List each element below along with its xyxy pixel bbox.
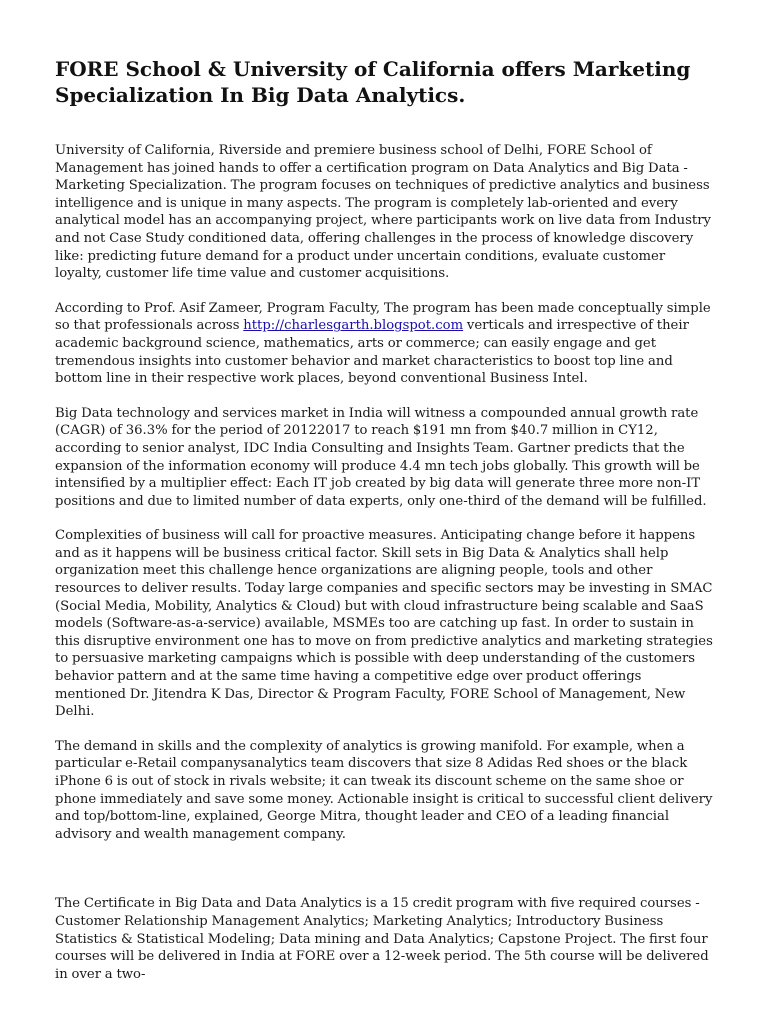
blog-link[interactable]: http://charlesgarth.blogspot.com xyxy=(243,318,464,334)
paragraph-certificate: The Certificate in Big Data and Data Analytics is a 15 credit program with five required courses - Customer Relationship Management Analytics; Marketing Analytics; Introductory Business Statistics & Statistical Modeling; Data mining and Data Analytics; Capstone Project. The first four courses will be delivered in India at FORE over a 12-week period. The 5th course will be delivered in over a two- xyxy=(55,896,709,982)
paragraph-analytics-demand: The demand in skills and the complexity of analytics is growing manifold. For example, when a particular e-Retail companysanalytics team discovers that size 8 Adidas Red shoes or the black iPhone 6 is out of stock in rivals website; it can tweak its discount scheme on the same shoe or phone immediately and save some money. Actionable insight is critical to successful client delivery and top/bottom-line, explained, George Mitra, thought leader and CEO of a leading financial advisory and wealth management company. xyxy=(55,738,713,842)
paragraph-program-faculty xyxy=(55,300,715,388)
article-title: FORE School & University of California offers Marketing Specialization In Big Data Analytics. xyxy=(55,57,691,107)
paragraph-intro: University of California, Riverside and premiere business school of Delhi, FORE School of Management has joined hands to offer a certification program on Data Analytics and Big Data - Marketing Specialization. The program focuses on techniques of predictive analytics and business intelligence and is unique in many aspects. The program is completely lab-oriented and every analytical model has an accompanying project, where participants work on live data from Industry and not Case Study conditioned data, offering challenges in the process of knowledge discovery like: predicting future demand for a product under uncertain conditions, evaluate customer loyalty, customer life time value and customer acquisitions. xyxy=(55,143,711,282)
document-page xyxy=(55,56,715,983)
paragraph-program-faculty-text-2: verticals and irrespective of their academic background science, mathematics, arts or commerce; can easily engage and get tremendous insights into customer behavior and market characteristics to boost top line and bottom line in their respective work places, beyond conventional Business Intel. xyxy=(55,318,689,387)
paragraph-business-complexities: Complexities of business will call for proactive measures. Anticipating change before it happens and as it happens will be business critical factor. Skill sets in Big Data & Analytics shall help organization meet this challenge hence organizations are aligning people, tools and other resources to deliver results. Today large companies and specific sectors may be investing in SMAC (Social Media, Mobility, Analytics & Cloud) but with cloud infrastructure being scalable and SaaS models (Software-as-a-service) available, MSMEs too are catching up fast. In order to sustain in this disruptive environment one has to move on from predictive analytics and marketing strategies to persuasive marketing campaigns which is possible with deep understanding of the customers behavior pattern and at the same time having a competitive edge over product offerings mentioned Dr. Jitendra K Das, Director & Program Faculty, FORE School of Management, New Delhi. xyxy=(55,528,713,720)
paragraph-market-growth: Big Data technology and services market in India will witness a compounded annual growth rate (CAGR) of 36.3% for the period of 20122017 to reach $191 mn from $40.7 million in CY12, according to senior analyst, IDC India Consulting and Insights Team. Gartner predicts that the expansion of the information economy will produce 4.4 mn tech jobs globally. This growth will be intensified by a multiplier effect: Each IT job created by big data will generate three more non-IT positions and due to limited number of data experts, only one-third of the demand will be fulfilled. xyxy=(55,405,707,509)
paragraph-program-faculty-text-1: According to Prof. Asif Zameer, Program Faculty, The program has been made conceptually simple so that professionals across xyxy=(55,300,711,334)
